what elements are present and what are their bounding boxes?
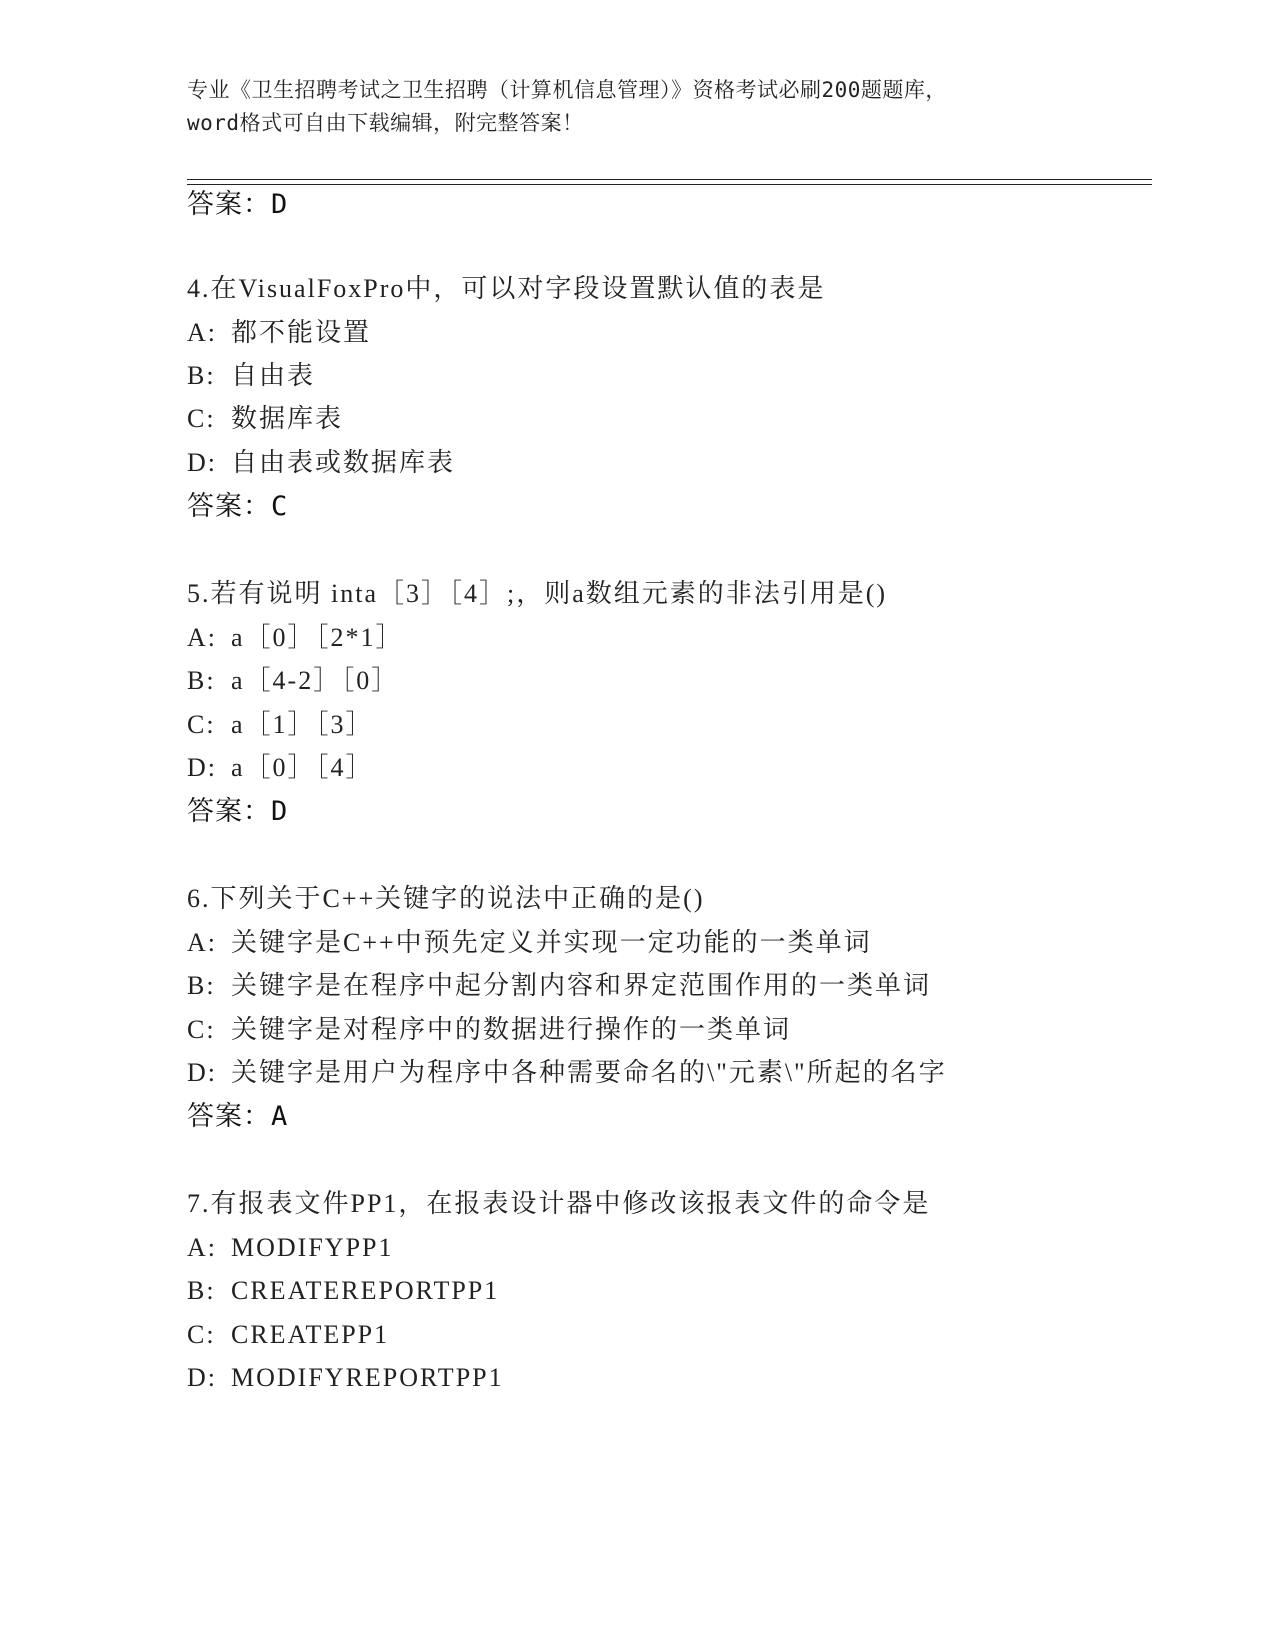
option-key: C: <box>187 1015 216 1044</box>
option-key: D: <box>187 1058 217 1087</box>
answer-value: D <box>271 796 289 827</box>
answer-label: 答案： <box>187 1101 271 1132</box>
answer-line <box>187 492 288 522</box>
option-a <box>187 1233 394 1263</box>
option-key: C: <box>187 1320 216 1349</box>
option-a <box>187 318 371 348</box>
option-text: 关键字是用户为程序中各种需要命名的\"元素\"所起的名字 <box>231 1058 947 1087</box>
option-key: B: <box>187 361 216 390</box>
option-key: C: <box>187 710 216 739</box>
answer-value: C <box>271 491 289 522</box>
option-text: 关键字是C++中预先定义并实现一定功能的一类单词 <box>231 928 872 957</box>
option-text: 关键字是在程序中起分割内容和界定范围作用的一类单词 <box>231 971 932 1000</box>
option-d <box>187 1058 947 1088</box>
option-key: B: <box>187 971 216 1000</box>
option-key: A: <box>187 623 217 652</box>
option-text: 都不能设置 <box>231 318 372 347</box>
answer-label: 答案： <box>187 189 271 220</box>
option-key: C: <box>187 404 216 433</box>
option-key: D: <box>187 753 217 782</box>
option-key: D: <box>187 448 217 477</box>
option-b <box>187 1276 499 1306</box>
option-text: MODIFYREPORTPP1 <box>231 1363 504 1392</box>
option-c <box>187 404 343 434</box>
option-key: A: <box>187 928 217 957</box>
option-text: 数据库表 <box>231 404 344 433</box>
header-line-1: 专业《卫生招聘考试之卫生招聘（计算机信息管理）》资格考试必刷200题题库， <box>187 78 947 102</box>
header-line-2: word格式可自由下载编辑，附完整答案！ <box>187 111 584 135</box>
header-divider-bottom <box>187 184 1152 185</box>
option-key: B: <box>187 1276 216 1305</box>
option-text: CREATEREPORTPP1 <box>231 1276 500 1305</box>
answer-value: D <box>271 189 289 220</box>
header-divider-top <box>187 179 1152 180</box>
question-stem: 4.在VisualFoxPro中，可以对字段设置默认值的表是 <box>187 274 826 303</box>
option-key: A: <box>187 1233 217 1262</box>
answer-label: 答案： <box>187 491 271 522</box>
answer-line <box>187 797 288 827</box>
option-c <box>187 710 374 740</box>
option-a <box>187 623 404 653</box>
option-a <box>187 928 872 958</box>
answer-line <box>187 190 288 220</box>
document-header <box>187 74 1087 140</box>
option-text: 自由表或数据库表 <box>231 448 456 477</box>
option-text: a［1］［3］ <box>231 710 374 739</box>
option-b <box>187 666 399 696</box>
option-text: a［0］［4］ <box>231 753 374 782</box>
answer-label: 答案： <box>187 796 271 827</box>
question-stem: 6.下列关于C++关键字的说法中正确的是() <box>187 884 705 913</box>
option-text: MODIFYPP1 <box>231 1233 394 1262</box>
option-b <box>187 361 315 391</box>
option-text: 关键字是对程序中的数据进行操作的一类单词 <box>231 1015 792 1044</box>
option-c <box>187 1015 791 1045</box>
answer-value: A <box>271 1101 289 1132</box>
option-d <box>187 753 374 783</box>
option-text: a［0］［2*1］ <box>231 623 404 652</box>
option-c <box>187 1320 389 1350</box>
option-key: A: <box>187 318 217 347</box>
option-text: a［4-2］［0］ <box>231 666 400 695</box>
option-key: B: <box>187 666 216 695</box>
option-key: D: <box>187 1363 217 1392</box>
option-text: CREATEPP1 <box>231 1320 390 1349</box>
option-d <box>187 1363 504 1393</box>
question-stem: 5.若有说明 inta［3］［4］;，则a数组元素的非法引用是() <box>187 579 888 608</box>
option-b <box>187 971 931 1001</box>
answer-line <box>187 1102 288 1132</box>
question-stem: 7.有报表文件PP1，在报表设计器中修改该报表文件的命令是 <box>187 1189 931 1218</box>
option-text: 自由表 <box>231 361 316 390</box>
option-d <box>187 448 455 478</box>
